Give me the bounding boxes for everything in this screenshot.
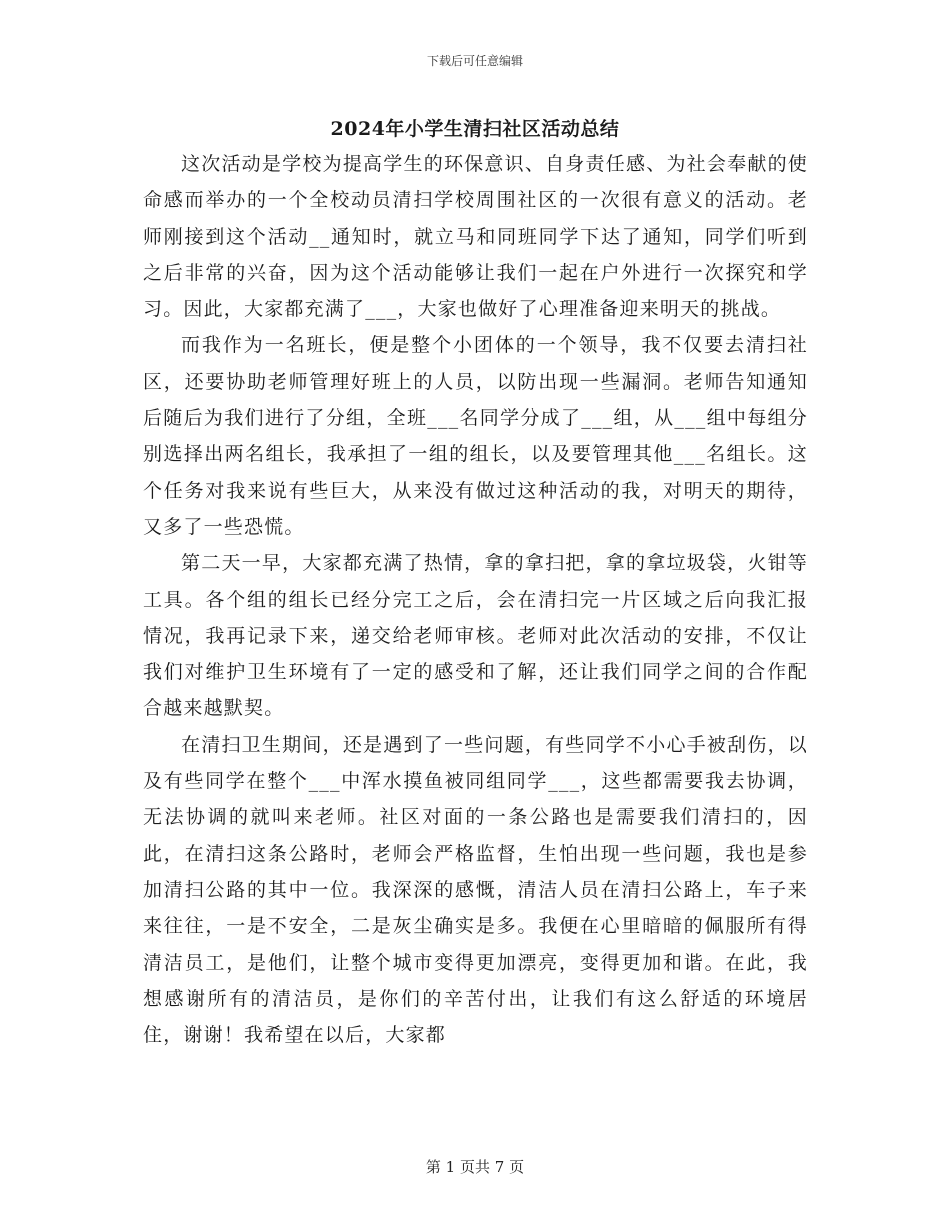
paragraph-1: 这次活动是学校为提高学生的环保意识、自身责任感、为社会奉献的使命感而举办的一个全校动员清扫学校周围社区的一次很有意义的活动。老师刚接到这个活动__通知时，就立马和同班同学下达了通知，同学们听到之后非常的兴奋，因为这个活动能够让我们一起在户外进行一次探究和学习。因此，大家都充满了___，大家也做好了心理准备迎来明天的挑战。 <box>143 153 808 321</box>
document-title: 2024年小学生清扫社区活动总结 <box>330 118 620 140</box>
page-number: 第 1 页共 7 页 <box>425 1158 525 1176</box>
paragraph-4: 在清扫卫生期间，还是遇到了一些问题，有些同学不小心手被刮伤，以及有些同学在整个___中浑水摸鱼被同组同学___，这些都需要我去协调，无法协调的就叫来老师。社区对面的一条公路也是需要我们清扫的，因此，在清扫这条公路时，老师会严格监督，生怕出现一些问题，我也是参加清扫公路的其中一位。我深深的感慨，清洁人员在清扫公路上，车子来来往往，一是不安全，二是灰尘确实是多。我便在心里暗暗的佩服所有得清洁员工，是他们，让整个城市变得更加漂亮，变得更加和谐。在此，我想感谢所有的清洁员，是你们的辛苦付出，让我们有这么舒适的环境居住，谢谢！我希望在以后，大家都 <box>143 733 808 1047</box>
paragraph-2: 而我作为一名班长，便是整个小团体的一个领导，我不仅要去清扫社区，还要协助老师管理好班上的人员，以防出现一些漏洞。老师告知通知后随后为我们进行了分组，全班___名同学分成了___组，从___组中每组分别选择出两名组长，我承担了一组的组长，以及要管理其他___名组长。这个任务对我来说有些巨大，从来没有做过这种活动的我，对明天的期待，又多了一些恐慌。 <box>143 334 808 538</box>
paragraph-3: 第二天一早，大家都充满了热情，拿的拿扫把，拿的拿垃圾袋，火钳等工具。各个组的组长已经分完工之后，会在清扫完一片区域之后向我汇报情况，我再记录下来，递交给老师审核。老师对此次活动的安排，不仅让我们对维护卫生环境有了一定的感受和了解，还让我们同学之间的合作配合越来越默契。 <box>143 552 808 720</box>
document-body <box>143 146 808 1053</box>
page-header: 下载后可任意编辑 <box>426 54 523 68</box>
